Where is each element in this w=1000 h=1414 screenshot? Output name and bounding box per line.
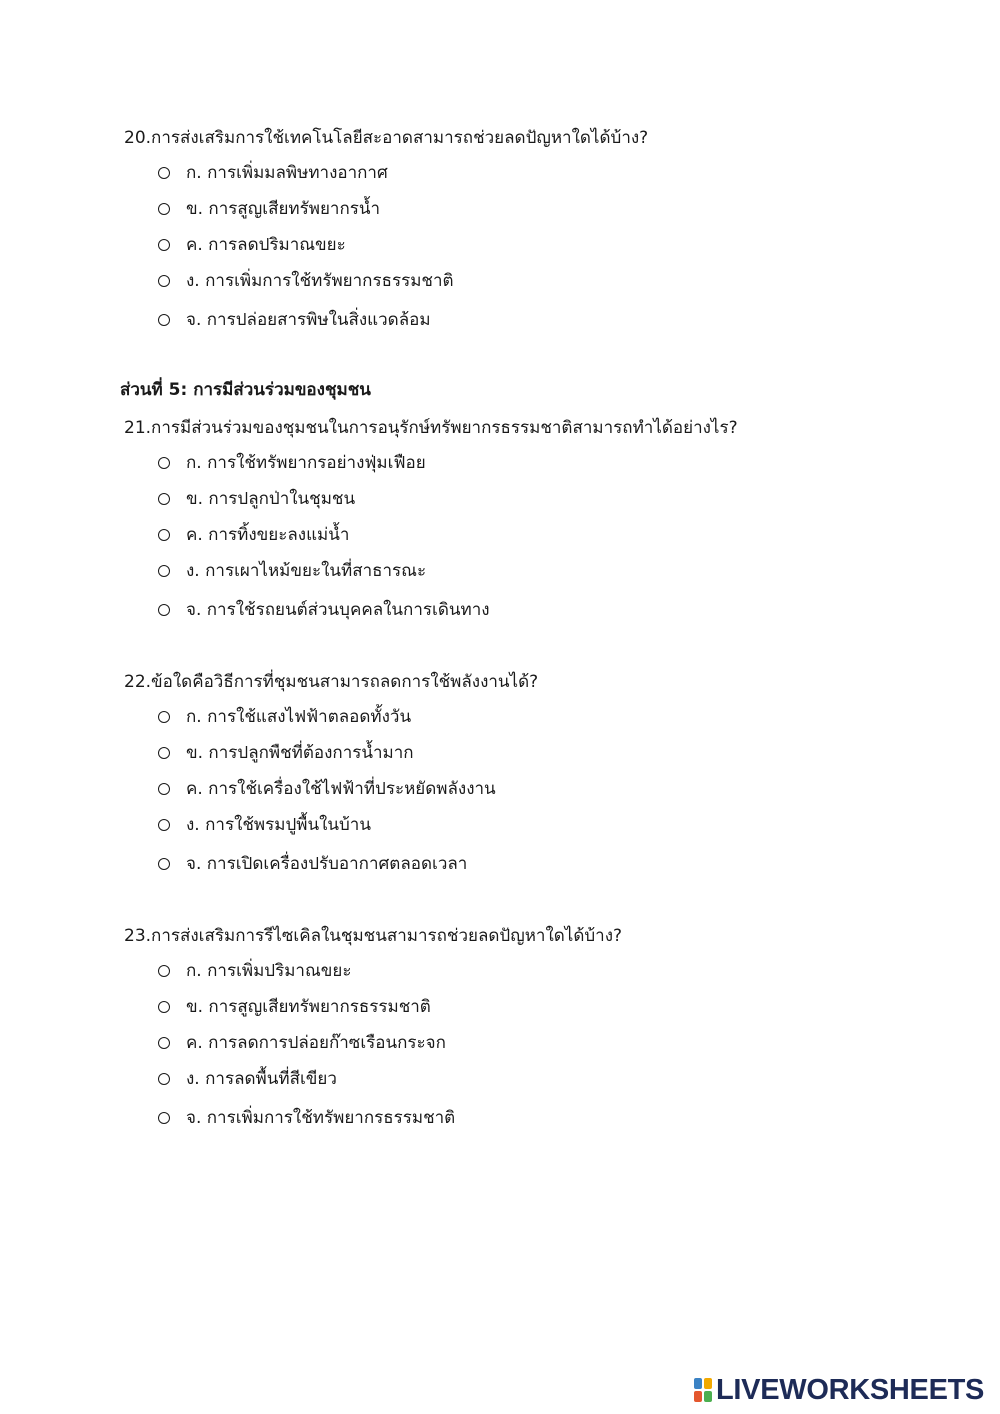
radio-circle-icon[interactable] <box>158 711 170 723</box>
question-23-title: 23.การส่งเสริมการรีไซเคิลในชุมชนสามารถช่วยลดปัญหาใดได้บ้าง? <box>124 926 623 946</box>
radio-circle-icon[interactable] <box>158 529 170 541</box>
radio-circle-icon[interactable] <box>158 783 170 795</box>
radio-circle-icon[interactable] <box>158 565 170 577</box>
radio-circle-icon[interactable] <box>158 1112 170 1124</box>
radio-circle-icon[interactable] <box>158 314 170 326</box>
option-20-b[interactable]: ข. การสูญเสียทรัพยากรน้ำ <box>158 196 380 222</box>
logo-text: LIVEWORKSHEETS <box>716 1373 985 1406</box>
liveworksheets-logo <box>694 1374 984 1406</box>
option-22-b[interactable]: ข. การปลูกพืชที่ต้องการน้ำมาก <box>158 740 414 766</box>
question-22-title: 22.ข้อใดคือวิธีการที่ชุมชนสามารถลดการใช้พลังงานได้? <box>124 672 539 692</box>
option-22-d[interactable]: ง. การใช้พรมปูพื้นในบ้าน <box>158 812 371 838</box>
option-23-a[interactable]: ก. การเพิ่มปริมาณขยะ <box>158 958 351 984</box>
question-20-title: 20.การส่งเสริมการใช้เทคโนโลยีสะอาดสามารถช่วยลดปัญหาใดได้บ้าง? <box>124 128 649 148</box>
radio-circle-icon[interactable] <box>158 819 170 831</box>
option-20-a[interactable]: ก. การเพิ่มมลพิษทางอากาศ <box>158 160 388 186</box>
option-20-d[interactable]: ง. การเพิ่มการใช้ทรัพยากรธรรมชาติ <box>158 268 454 294</box>
option-21-a[interactable]: ก. การใช้ทรัพยากรอย่างฟุ่มเฟือย <box>158 450 426 476</box>
radio-circle-icon[interactable] <box>158 1001 170 1013</box>
option-23-c[interactable]: ค. การลดการปล่อยก๊าซเรือนกระจก <box>158 1030 446 1056</box>
radio-circle-icon[interactable] <box>158 1037 170 1049</box>
question-21-title: 21.การมีส่วนร่วมของชุมชนในการอนุรักษ์ทรัพยากรธรรมชาติสามารถทำได้อย่างไร? <box>124 418 738 438</box>
option-21-e[interactable]: จ. การใช้รถยนต์ส่วนบุคคลในการเดินทาง <box>158 597 490 623</box>
section-heading: ส่วนที่ 5: การมีส่วนร่วมของชุมชน <box>120 380 371 400</box>
option-20-e[interactable]: จ. การปล่อยสารพิษในสิ่งแวดล้อม <box>158 307 431 333</box>
option-22-e[interactable]: จ. การเปิดเครื่องปรับอากาศตลอดเวลา <box>158 851 467 877</box>
option-22-c[interactable]: ค. การใช้เครื่องใช้ไฟฟ้าที่ประหยัดพลังงาน <box>158 776 496 802</box>
radio-circle-icon[interactable] <box>158 604 170 616</box>
option-21-c[interactable]: ค. การทิ้งขยะลงแม่น้ำ <box>158 522 349 548</box>
option-23-b[interactable]: ข. การสูญเสียทรัพยากรธรรมชาติ <box>158 994 431 1020</box>
option-21-d[interactable]: ง. การเผาไหม้ขยะในที่สาธารณะ <box>158 558 426 584</box>
radio-circle-icon[interactable] <box>158 275 170 287</box>
radio-circle-icon[interactable] <box>158 747 170 759</box>
option-21-b[interactable]: ข. การปลูกป่าในชุมชน <box>158 486 355 512</box>
liveworksheets-logo-icon <box>694 1378 712 1402</box>
radio-circle-icon[interactable] <box>158 203 170 215</box>
radio-circle-icon[interactable] <box>158 167 170 179</box>
radio-circle-icon[interactable] <box>158 493 170 505</box>
option-20-c[interactable]: ค. การลดปริมาณขยะ <box>158 232 346 258</box>
option-23-d[interactable]: ง. การลดพื้นที่สีเขียว <box>158 1066 337 1092</box>
radio-circle-icon[interactable] <box>158 858 170 870</box>
radio-circle-icon[interactable] <box>158 965 170 977</box>
option-22-a[interactable]: ก. การใช้แสงไฟฟ้าตลอดทั้งวัน <box>158 704 411 730</box>
option-23-e[interactable]: จ. การเพิ่มการใช้ทรัพยากรธรรมชาติ <box>158 1105 455 1131</box>
radio-circle-icon[interactable] <box>158 1073 170 1085</box>
radio-circle-icon[interactable] <box>158 457 170 469</box>
radio-circle-icon[interactable] <box>158 239 170 251</box>
